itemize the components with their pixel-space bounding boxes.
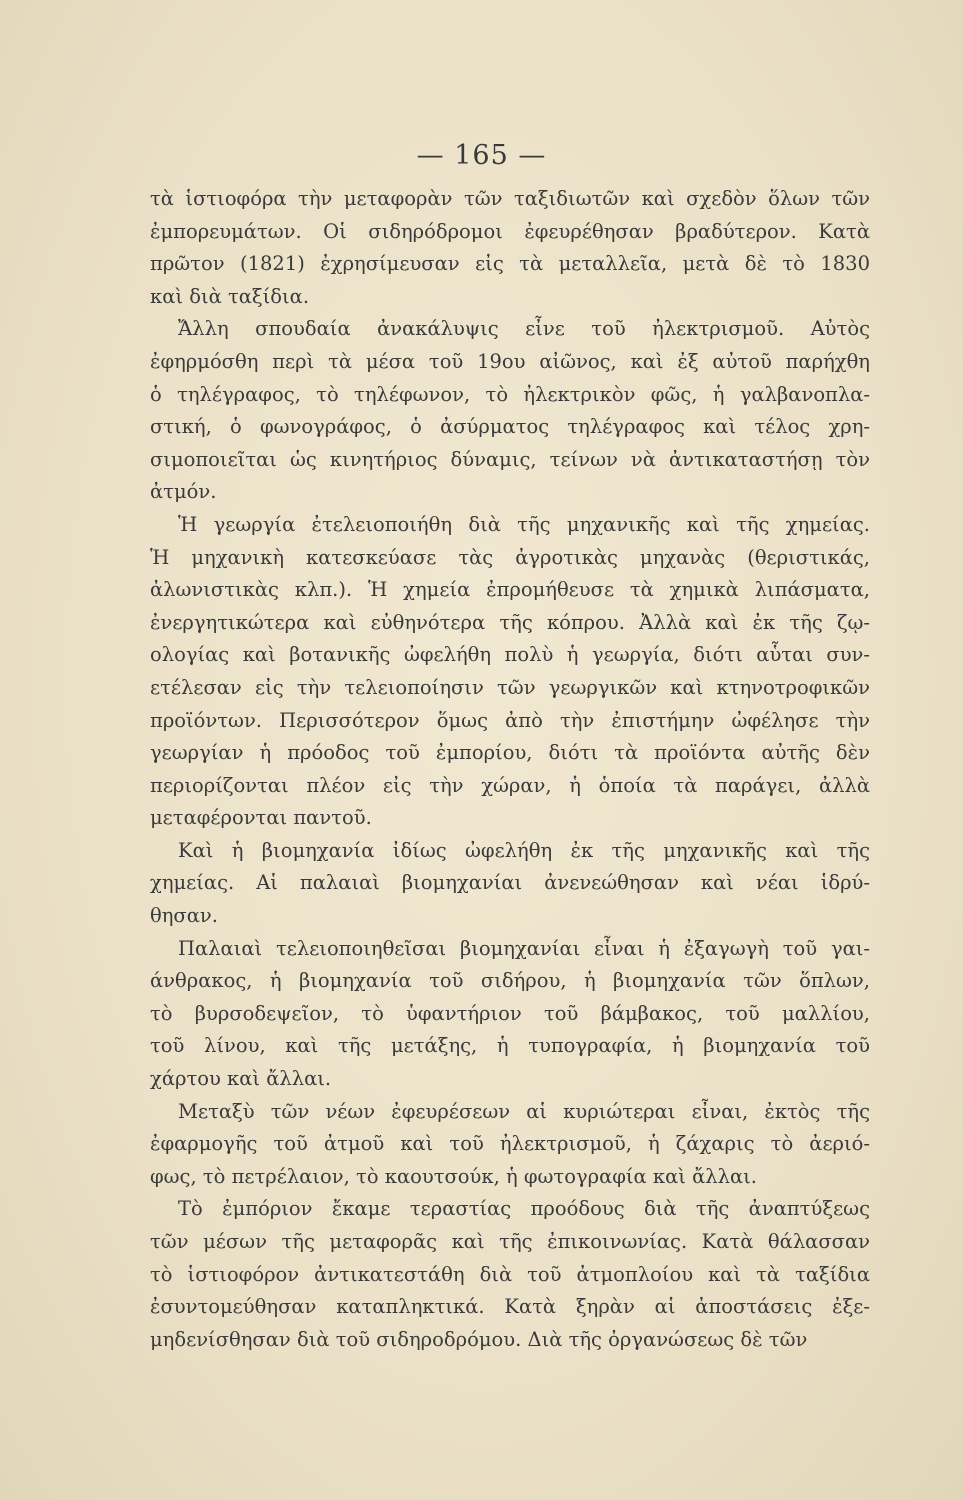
text-line: ἐνεργητικώτερα καὶ εὐθηνότερα τῆς κόπρου. Ἀλλὰ καὶ ἐκ τῆς ζῳ- [150, 610, 870, 634]
text-line: Ἡ γεωργία ἐτελειοποιήθη διὰ τῆς μηχανικῆς καὶ τῆς χημείας. [178, 512, 870, 536]
text-line: άνθρακος, ἡ βιομηχανία τοῦ σιδήρου, ἡ βιομηχανία τῶν ὅπλων, [150, 969, 870, 993]
text-line: ἐμπορευμάτων. Οἱ σιδηρόδρομοι ἐφευρέθησαν βραδύτερον. Κατὰ [150, 219, 870, 243]
text-line: Ἄλλη σπουδαία ἀνακάλυψις εἶνε τοῦ ἠλεκτρισμοῦ. Αὐτὸς [178, 317, 870, 341]
text-line: τοῦ λίνου, καὶ τῆς μετάξης, ἡ τυπογραφία, ἡ βιομηχανία τοῦ [150, 1034, 870, 1058]
paragraph [150, 509, 870, 835]
paragraph [150, 1096, 870, 1194]
paragraph [150, 313, 870, 509]
text-line: θησαν. [150, 904, 218, 928]
text-line: πρῶτον (1821) ἐχρησίμευσαν εἰς τὰ μεταλλεῖα, μετὰ δὲ τὸ 1830 [150, 252, 870, 276]
text-line: σιμοποιεῖται ὡς κινητήριος δύναμις, τείνων νὰ ἀντικαταστήσῃ τὸν [150, 447, 870, 471]
text-line: μηδενίσθησαν διὰ τοῦ σιδηροδρόμου. Διὰ τῆς ὀργανώσεως δὲ τῶν [150, 1327, 808, 1351]
text-line: χημείας. Αἱ παλαιαὶ βιομηχανίαι ἀνενεώθησαν καὶ νέαι ἱδρύ- [150, 871, 870, 895]
text-line: Ἡ μηχανικὴ κατεσκεύασε τὰς ἀγροτικὰς μηχανὰς (θεριστικάς, [150, 545, 870, 569]
text-line: ἀτμόν. [150, 480, 217, 504]
text-line: τῶν μέσων τῆς μεταφορᾶς καὶ τῆς ἐπικοινωνίας. Κατὰ θάλασσαν [150, 1230, 870, 1253]
text-line: ἀλωνιστικὰς κλπ.). Ἡ χημεία ἐπρομήθευσε τὰ χημικὰ λιπάσματα, [150, 578, 870, 602]
text-line: περιορίζονται πλέον εἰς τὴν χώραν, ἡ ὁποία τὰ παράγει, ἀλλὰ [150, 773, 870, 797]
text-line: τὸ ἱστιοφόρον ἀντικατεστάθη διὰ τοῦ ἀτμοπλοίου καὶ τὰ ταξίδια [150, 1262, 870, 1286]
text-line: ἐφηρμόσθη περὶ τὰ μέσα τοῦ 19ου αἰῶνος, καὶ ἐξ αὐτοῦ παρήχθη [150, 349, 870, 373]
text-line: καὶ διὰ ταξίδια. [150, 284, 310, 308]
text-line: Τὸ ἐμπόριον ἔκαμε τεραστίας προόδους διὰ τῆς ἀναπτύξεως [178, 1197, 870, 1221]
page-number: — 165 — [416, 140, 547, 171]
text-line: Μεταξὺ τῶν νέων ἐφευρέσεων αἱ κυριώτεραι εἶναι, ἐκτὸς τῆς [178, 1099, 870, 1123]
paragraph [150, 835, 870, 933]
text-line: ετέλεσαν εἰς τὴν τελειοποίησιν τῶν γεωργικῶν καὶ κτηνοτροφικῶν [150, 675, 870, 699]
paragraph [150, 183, 870, 313]
text-line: φως, τὸ πετρέλαιον, τὸ καουτσούκ, ἡ φωτογραφία καὶ ἄλλαι. [150, 1164, 758, 1188]
text-line: ολογίας καὶ βοτανικῆς ὠφελήθη πολὺ ἡ γεωργία, διότι αὗται συν- [150, 643, 870, 667]
text-line: μεταφέρονται παντοῦ. [150, 806, 372, 830]
text-line: ἐσυντομεύθησαν καταπληκτικά. Κατὰ ξηρὰν αἱ ἀποστάσεις ἐξε- [150, 1295, 870, 1319]
text-line: Παλαιαὶ τελειοποιηθεῖσαι βιομηχανίαι εἶναι ἡ ἐξαγωγὴ τοῦ γαι- [178, 936, 870, 960]
text-line: Καὶ ἡ βιομηχανία ἰδίως ὠφελήθη ἐκ τῆς μηχανικῆς καὶ τῆς [178, 838, 870, 862]
text-line: στική, ὁ φωνογράφος, ὁ ἀσύρματος τηλέγραφος καὶ τέλος χρη- [150, 415, 870, 439]
body-text [150, 183, 870, 1356]
paragraph [150, 1193, 870, 1356]
text-line: τὸ βυρσοδεψεῖον, τὸ ὑφαντήριον τοῦ βάμβακος, τοῦ μαλλίου, [150, 1001, 870, 1025]
text-line: τὰ ἱστιοφόρα τὴν μεταφορὰν τῶν ταξιδιωτῶν καὶ σχεδὸν ὅλων τῶν [150, 187, 870, 210]
paragraph [150, 933, 870, 1096]
text-line: γεωργίαν ἡ πρόοδος τοῦ ἐμπορίου, διότι τὰ προϊόντα αὐτῆς δὲν [150, 741, 870, 765]
text-line: ἐφαρμογῆς τοῦ ἀτμοῦ καὶ τοῦ ἠλεκτρισμοῦ, ἡ ζάχαρις τὸ ἀεριό- [150, 1132, 870, 1156]
text-line: προϊόντων. Περισσότερον ὅμως ἀπὸ τὴν ἐπιστήμην ὠφέλησε τὴν [150, 708, 870, 732]
text-line: ὁ τηλέγραφος, τὸ τηλέφωνον, τὸ ἠλεκτρικὸν φῶς, ἡ γαλβανοπλα- [150, 382, 870, 406]
text-line: χάρτου καὶ ἄλλαι. [150, 1067, 332, 1091]
